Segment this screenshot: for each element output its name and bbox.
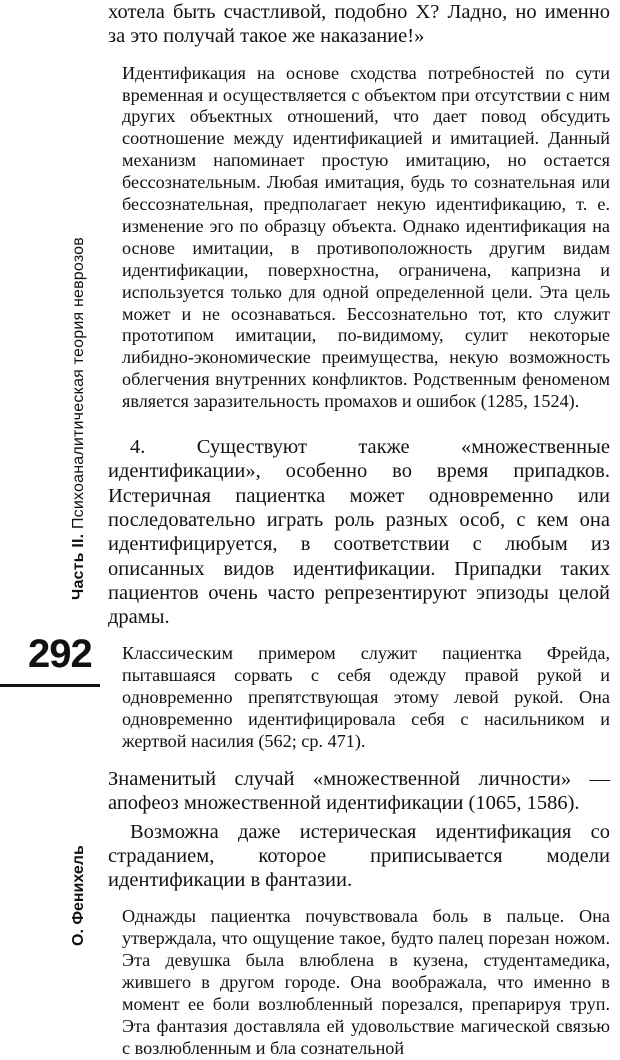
page-margin [0,0,100,993]
paragraph-multiple-identifications: 4. Существуют также «множественные идентификации», особенно во время припадков. Истеричная пациентка может одновременно или последовательно играть роль разных особ, с кем она идентифицируется, в соответствии с любым из описанных видов идентификации. Припадки таких пациентов очень часто репрезентируют эпизоды целой драмы. [108,436,610,629]
small-print-block-finger-pain: Однажды пациентка почувствовала боль в пальце. Она утверждала, что ощущение такое, будто палец порезан ножом. Эта девушка была влюблена в кузена, студентамедика, жившего в другом городе. Она воображала, что именно в момент ее боли возлюбленный порезался, препарируя труп. Эта фантазия доставляла ей удовольствие магической связью с возлюбленным и бла сознательной [122,906,610,1058]
paragraph-hysterical-identification: Возможна даже истерическая идентификация со страданием, которое приписывается модели идентификации в фантазии. [108,820,610,892]
paragraph-multiple-personality: Знаменитый случай «множественной личности» — апофеоз множественной идентификации (1065, 1586). [108,768,610,815]
author-name: О. Фенихель [70,845,87,946]
running-head-title: Психоаналитическая теория неврозов [70,237,87,530]
paragraph-top-fragment: хотела быть счастливой, подобно Х? Ладно, но именно за это получай такое же наказание!» [108,1,610,48]
page-body [108,0,610,1060]
page-number: 292 [28,632,92,676]
running-head-part: Часть II. [70,533,87,600]
small-print-block-imitation: Идентификация на основе сходства потребностей по сути временная и осуществляется с объектом при отсутствии с ним других объектных отношений, что дает повод обсудить соотношение между идентификацией и имитацией. Данный механизм напоминает простую имитацию, но остается бессознательным. Любая имитация, будь то сознательная или бессознательная, предполагает некую идентификацию, т. е. изменение эго по образцу объекта. Однако идентификация на основе имитации, в противоположность другим видам идентификации, поверхностна, ограничена, капризна и используется только для одной определенной цели. Эта цель может и не осознаваться. Бессознательно тот, кто служит прототипом имитации, по-видимому, сулит некоторые либидно-экономические преимущества, некую возможность облегчения внутренних конфликтов. Родственным феноменом является заразительность промахов и ошибок (1285, 1524). [122,62,610,412]
running-head [70,210,88,600]
small-print-block-freud-example: Классическим примером служит пациентка Фрейда, пытавшаяся сорвать с себя одежду правой рукой и одновременно препятствующая этому левой рукой. Она одновременно идентифицировала себя с насильником и жертвой насилия (562; ср. 471). [122,643,610,752]
page-number-rule [0,684,100,687]
